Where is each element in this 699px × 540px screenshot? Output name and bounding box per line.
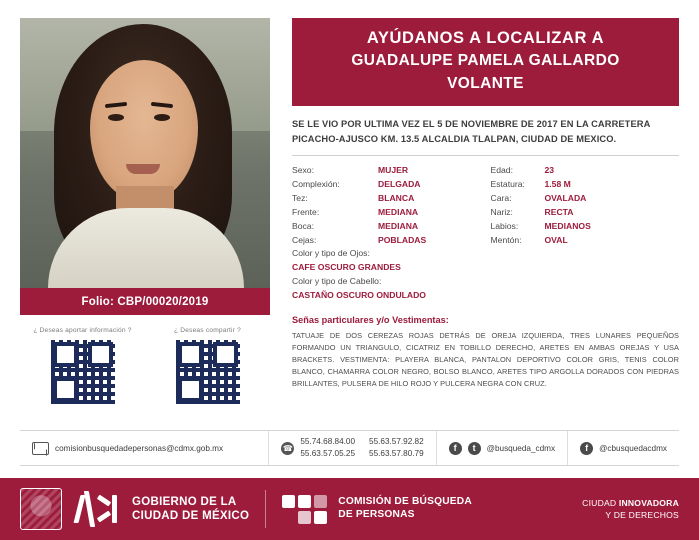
mail-icon [32,442,49,455]
tagline-line-2: Y DE DERECHOS [605,510,679,520]
trait-row [292,192,481,206]
info-column [270,18,679,405]
tagline-line-1 [582,497,679,509]
footer-divider [265,490,266,528]
trait-label: Color y tipo de Ojos: [292,248,370,259]
traits-stacked [292,247,679,303]
trait-row [491,206,680,220]
headline-name-line2: VOLANTE [447,75,524,93]
trait-value: MEDIANA [378,220,419,231]
trait-label: Frente: [292,206,320,217]
facebook-handle[interactable]: @cbusquedacdmx [599,443,667,453]
phone-column-2 [369,436,424,461]
headline-call-to-action: AYÚDANOS A LOCALIZAR A [366,29,605,47]
photo-mouth [126,164,160,174]
trait-label: Tez: [292,192,308,203]
trait-label: Labios: [490,220,519,231]
qr-finder-icon [53,377,78,402]
photo-eye-left [108,114,124,121]
headline-banner [292,18,679,106]
trait-row [491,178,680,192]
facebook-icon: f [580,442,593,455]
trait-label: Nariz: [490,206,513,217]
twitter-handle[interactable]: @busqueda_cdmx [486,443,556,453]
trait-row-eyes [292,247,679,275]
qr-code-report[interactable] [50,339,116,405]
trait-row [491,192,680,206]
twitter-icon: t [468,442,481,455]
trait-label: Color y tipo de Cabello: [292,276,382,287]
trait-value: POBLADAS [378,234,427,245]
contact-email[interactable]: comisionbusquedadepersonas@cdmx.gob.mx [55,443,224,453]
commission-name [338,496,472,522]
trait-label: Boca: [292,220,314,231]
trait-row [292,220,481,234]
traits-column-left [292,164,481,248]
last-seen-text: SE LE VIO POR ULTIMA VEZ EL 5 DE NOVIEMBRE DE 2017 EN LA CARRETERA PICACHO-AJUSCO KM. 13.5 ALCALDIA TLALPAN, CIUDAD DE MEXICO. [292,119,651,144]
government-line-2: CIUDAD DE MÉXICO [132,510,250,522]
trait-row [292,206,481,220]
footer-tagline [582,497,679,521]
trait-label: Estatura: [490,178,525,189]
trait-row [491,234,680,248]
divider [292,155,679,156]
photo-face [90,60,198,200]
contact-facebook-segment[interactable] [567,431,679,465]
trait-label: Complexión: [292,178,340,189]
trait-value: BLANCA [378,192,415,203]
phone-number: 55.74.68.84.00 [300,436,356,446]
phone-list [300,436,423,461]
trait-value: RECTA [544,206,574,217]
phone-number: 55.63.57.80.79 [369,449,424,458]
trait-value: MEDIANOS [544,220,591,231]
commission-logo-grid [298,495,327,524]
commission-line-1: COMISIÓN DE BÚSQUEDA [338,496,472,508]
trait-label: Cara: [490,192,512,203]
phone-number: 55.63.57.05.25 [300,449,356,458]
trait-label: Edad: [490,164,513,175]
trait-row [292,164,481,178]
cdmx-crest-icon [20,488,62,530]
qr-finder-icon [178,377,203,402]
government-line-1: GOBIERNO DE LA [132,495,237,508]
photo-eye-right [154,114,170,121]
traits-table [292,164,679,248]
folio-text: Folio: CBP/00020/2019 [81,295,209,308]
traits-column-right [491,164,680,248]
trait-value: 23 [544,164,555,175]
commission-logo-icon [282,495,327,524]
trait-value: 1.58 M [544,178,571,189]
government-name [132,495,249,523]
phone-column-1 [300,436,355,461]
facebook-icon: f [449,442,462,455]
trait-row [491,164,680,178]
distinguishing-marks-text: TATUAJE DE DOS CEREZAS ROJAS DETRÁS DE OREJA IZQUIERDA, TRES LUNARES PEQUEÑOS FORMANDO UN TRIANGULO, CICATRIZ EN TOBILLO DERECHO, ARETES EN AMBAS OREJAS Y USA BRACKETS. VESTIMENTA: PLAYERA BLANCA, PANTALON DEPORTIVO COLOR GRIS, TENIS COLOR BLANCO, CHAMARRA COLOR NEGRO, BOLSO BLANCO, ARETES TIPO ARGOLLA DORADOS CON PIEDRAS BRILLANTES, PULSERA DE HILO ROJO Y PULCERA NEGRA CON CRUZ. [292,331,679,389]
trait-value: MUJER [378,164,409,175]
qr-label-share: ¿ Deseas compartir ? [173,327,242,334]
trait-row [292,178,481,192]
cdmx-logo-icon [76,489,120,529]
phone-number: 55.63.57.92.82 [369,436,424,446]
trait-value: DELGADA [378,178,421,189]
trait-value: OVALADA [544,192,587,203]
trait-row-hair [292,275,679,303]
trait-row [491,220,680,234]
trait-value: CASTAÑO OSCURO ONDULADO [292,290,426,301]
tagline-prefix: CIUDAD [582,497,619,508]
qr-code-share[interactable] [175,339,241,405]
trait-value: OVAL [544,234,568,245]
headline-name-line1: GUADALUPE PAMELA GALLARDO [351,52,620,70]
trait-label: Mentón: [490,234,522,245]
photo-column [20,18,270,405]
qr-row [20,327,270,405]
person-photo [20,18,270,288]
footer-bar [0,478,699,540]
trait-value: CAFE OSCURO GRANDES [292,262,401,273]
folio-badge [20,288,270,315]
distinguishing-marks-title: Señas particulares y/o Vestimentas: [292,315,449,326]
contact-email-segment[interactable] [20,431,268,465]
phone-icon: ☎ [282,443,293,453]
qr-block-report [20,327,145,405]
qr-label-report: ¿ Deseas aportar información ? [33,327,132,334]
trait-label: Cejas: [292,234,317,245]
commission-line-2: DE PERSONAS [338,509,415,520]
trait-value: MEDIANA [378,206,419,217]
contact-bar [20,430,679,466]
trait-row [292,234,481,248]
contact-twitter-segment[interactable] [436,431,567,465]
tagline-bold: INNOVADORA [618,497,679,508]
qr-block-share [145,327,270,405]
contact-phones-segment [268,431,435,465]
trait-label: Sexo: [292,164,314,175]
